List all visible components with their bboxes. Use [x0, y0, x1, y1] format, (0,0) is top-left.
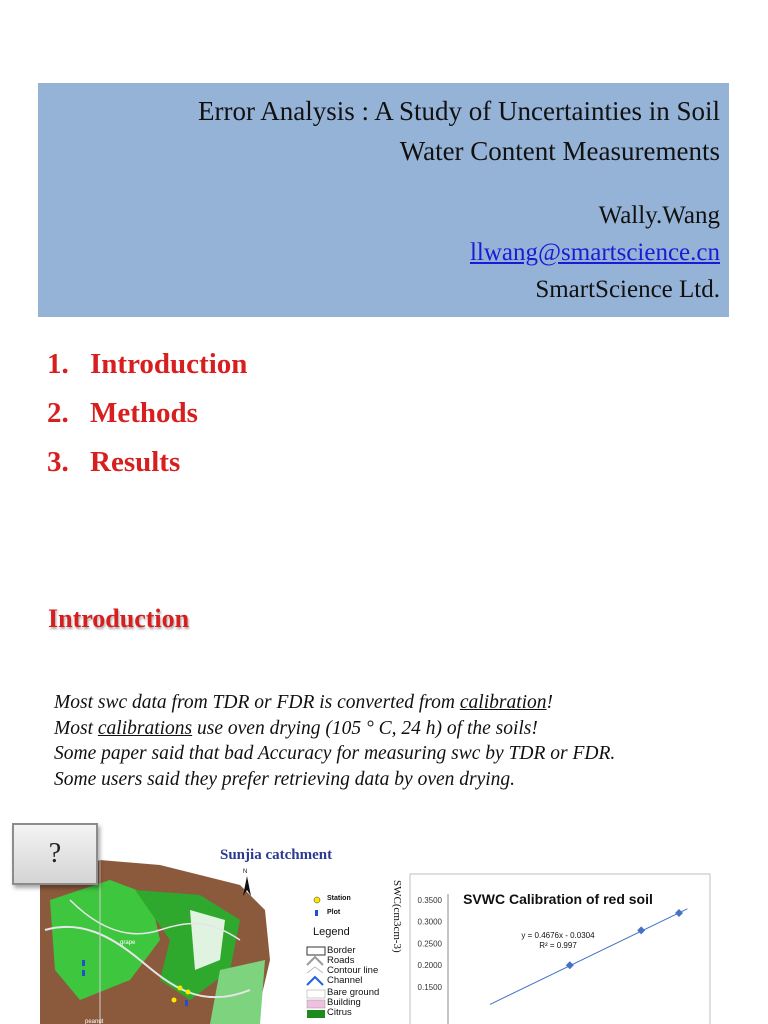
calibration-chart [380, 870, 715, 1024]
intro-line-2 [54, 716, 615, 742]
legend-station-label: Station [327, 895, 351, 902]
chart-svg [380, 870, 715, 1024]
title-banner [38, 83, 729, 317]
legend-item: Roads [327, 955, 355, 966]
toc-item-introduction[interactable] [47, 340, 247, 389]
legend-station-icon [314, 897, 320, 903]
question-button[interactable]: ? [12, 823, 98, 885]
map-plot [82, 970, 85, 976]
toc-item-methods[interactable] [47, 389, 247, 438]
toc-label: Methods [90, 397, 198, 429]
author-email-link[interactable]: llwang@smartscience.cn [469, 239, 720, 266]
legend-item: Border [327, 945, 356, 956]
map-plot [82, 960, 85, 966]
legend-item: Citrus [327, 1007, 352, 1018]
north-label: N [243, 869, 248, 875]
legend-item: Contour line [327, 965, 379, 976]
text: Most swc data from TDR or FDR is converted from [54, 692, 460, 713]
legend-building-icon [307, 1000, 325, 1008]
text: ! [546, 692, 554, 713]
legend-roads-icon [307, 957, 323, 965]
intro-paragraph [54, 690, 615, 792]
legend-plot-label: Plot [327, 909, 341, 916]
map-station [172, 998, 177, 1003]
legend-channel-icon [307, 977, 323, 985]
map-plot [185, 1000, 188, 1006]
title-line-1: Error Analysis : A Study of Uncertainties in Soil [198, 96, 720, 126]
calibrations-link[interactable]: calibrations [97, 717, 193, 739]
legend-contour-icon [307, 967, 323, 973]
title-line-2: Water Content Measurements [399, 136, 720, 166]
y-tick-label: 0.2500 [417, 939, 442, 949]
legend-citrus-icon [307, 1010, 325, 1018]
map-legend [305, 890, 385, 1024]
toc-number: 1. [47, 348, 69, 380]
table-of-contents [47, 340, 247, 487]
y-tick-label: 0.2000 [417, 961, 442, 971]
legend-plot-icon [315, 910, 318, 916]
toc-number: 3. [47, 446, 69, 478]
intro-line-4: Some users said they prefer retrieving data by oven drying. [54, 768, 516, 790]
chart-r2: R² = 0.997 [539, 941, 577, 950]
y-tick-label: 0.1500 [417, 982, 442, 992]
map-title: Sunjia catchment [220, 847, 333, 863]
toc-label: Introduction [90, 348, 248, 380]
toc-item-results[interactable] [47, 438, 247, 487]
chart-ylabel: SWC(cm3cm-3) [391, 880, 403, 953]
text: Most [54, 717, 98, 739]
chart-equation: y = 0.4676x - 0.0304 [521, 931, 595, 940]
company-name: SmartScience Ltd. [535, 276, 720, 303]
legend-item: Building [327, 997, 361, 1008]
calibration-link[interactable]: calibration [459, 692, 547, 713]
legend-border-icon [307, 947, 325, 955]
map-label-grape: grape [120, 940, 136, 946]
map-label-peanut: peanut [85, 1019, 104, 1024]
toc-label: Results [90, 446, 181, 478]
section-heading-introduction: Introduction [48, 604, 190, 633]
map-station [186, 990, 191, 995]
map-station [178, 986, 183, 991]
intro-line-3: Some paper said that bad Accuracy for measuring swc by TDR or FDR. [54, 743, 616, 764]
legend-item: Channel [327, 975, 363, 986]
legend-bare-icon [307, 990, 325, 998]
text: use oven drying (105 ° C, 24 h) of the soils! [192, 717, 538, 739]
legend-item: Bare ground [327, 987, 380, 998]
y-tick-label: 0.3000 [417, 917, 442, 927]
legend-title: Legend [313, 926, 350, 938]
chart-title: SVWC Calibration of red soil [463, 891, 653, 907]
author-name: Wally.Wang [598, 202, 720, 229]
toc-number: 2. [47, 397, 69, 429]
intro-line-1 [54, 690, 615, 716]
y-tick-label: 0.3500 [417, 896, 442, 905]
